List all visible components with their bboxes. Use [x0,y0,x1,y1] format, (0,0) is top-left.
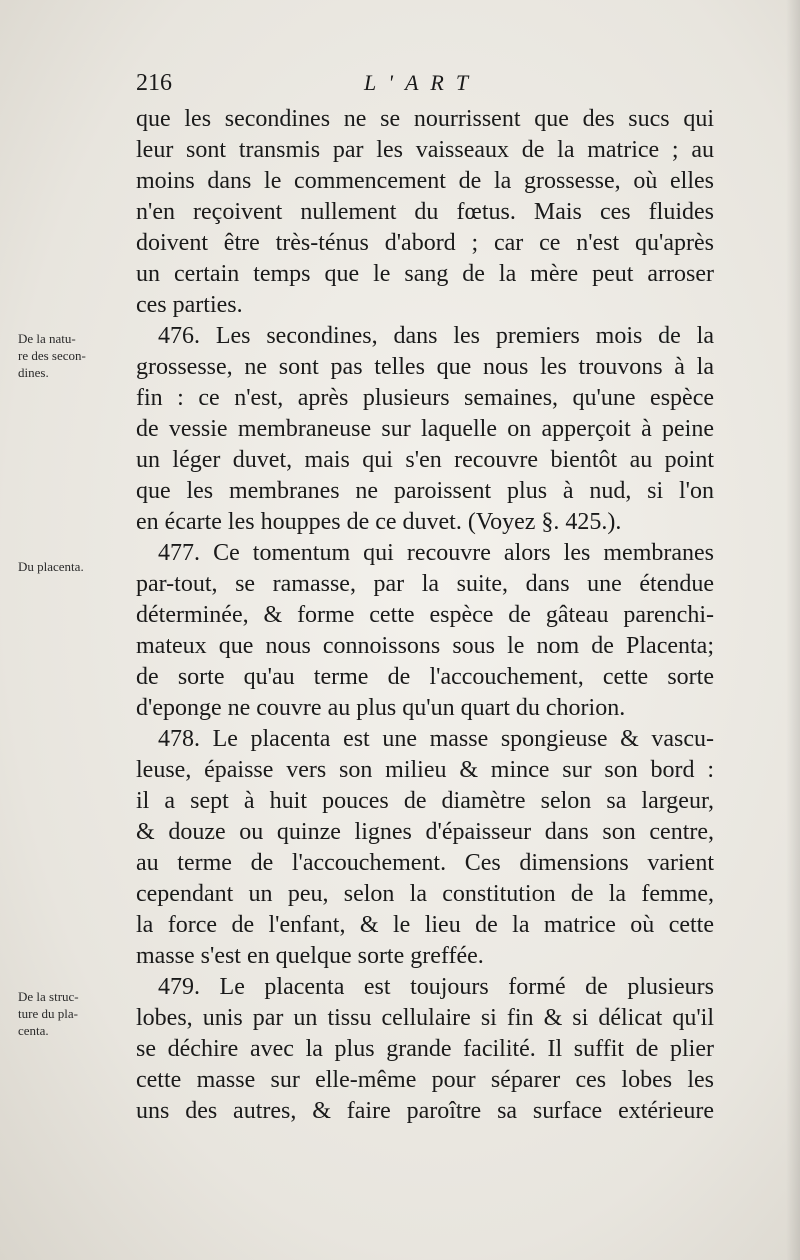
text-line: & douze ou quinze lignes d'épaisseur dans son centre, [136,819,714,845]
page-number: 216 [136,70,172,96]
text-line: il a sept à huit pouces de diamètre selon sa largeur, [136,788,714,814]
text-line: fin : ce n'est, après plusieurs semaines, qu'une espèce [136,385,714,411]
text-line: déterminée, & forme cette espèce de gâteau parenchi- [136,602,714,628]
text-line: masse s'est en quelque sorte greffée. [136,943,484,969]
text-line: de sorte qu'au terme de l'accouchement, cette sorte [136,664,714,690]
page-edge-shadow [786,0,800,1260]
margin-note-line: re des secon- [18,348,86,363]
text-line: cette masse sur elle-même pour séparer ces lobes les [136,1067,714,1093]
text-line: la force de l'enfant, & le lieu de la matrice où cette [136,912,714,938]
text-line: de vessie membraneuse sur laquelle on apperçoit à peine [136,416,714,442]
text-line: en écarte les houppes de ce duvet. (Voyez §. 425.). [136,509,622,535]
paragraph-477-start: 477. Ce tomentum qui recouvre alors les membranes [158,540,714,566]
body-text [136,104,714,1127]
text-line: n'en reçoivent nullement du fœtus. Mais ces fluides [136,199,714,225]
margin-note-nature-secondines [18,330,130,381]
page-header [136,70,716,102]
paragraph-476-start: 476. Les secondines, dans les premiers mois de la [158,323,714,349]
text-line: que les secondines ne se nourrissent que des sucs qui [136,106,714,132]
text-line: mateux que nous connoissons sous le nom de Placenta; [136,633,714,659]
text-line: un léger duvet, mais qui s'en recouvre bientôt au point [136,447,714,473]
text-line: se déchire avec la plus grande facilité. Il suffit de plier [136,1036,714,1062]
margin-note-line: ture du pla- [18,1006,78,1021]
text-line: par-tout, se ramasse, par la suite, dans une étendue [136,571,714,597]
running-head: L'ART [364,70,481,95]
margin-note-line: De la natu- [18,331,76,346]
text-line: uns des autres, & faire paroître sa surface extérieure [136,1098,714,1124]
text-line: d'eponge ne couvre au plus qu'un quart du chorion. [136,695,626,721]
text-line: au terme de l'accouchement. Ces dimensions varient [136,850,714,876]
paragraph-479-start: 479. Le placenta est toujours formé de plusieurs [158,974,714,1000]
text-line: cependant un peu, selon la constitution de la femme, [136,881,714,907]
margin-note-line: dines. [18,365,49,380]
margin-note-structure-placenta [18,988,130,1039]
text-line: leuse, épaisse vers son milieu & mince sur son bord : [136,757,714,783]
text-line: ces parties. [136,292,243,318]
margin-note-line: De la struc- [18,989,79,1004]
margin-note-line: Du placenta. [18,559,84,574]
paragraph-478-start: 478. Le placenta est une masse spongieuse & vascu- [158,726,714,752]
text-line: moins dans le commencement de la grossesse, où elles [136,168,714,194]
text-line: leur sont transmis par les vaisseaux de la matrice ; au [136,137,714,163]
text-line: grossesse, ne sont pas telles que nous les trouvons à la [136,354,714,380]
text-line: lobes, unis par un tissu cellulaire si fin & si délicat qu'il [136,1005,714,1031]
text-line: un certain temps que le sang de la mère peut arroser [136,261,714,287]
margin-note-placenta [18,558,130,575]
text-line: doivent être très-ténus d'abord ; car ce n'est qu'après [136,230,714,256]
margin-note-line: centa. [18,1023,49,1038]
text-line: que les membranes ne paroissent plus à nud, si l'on [136,478,714,504]
